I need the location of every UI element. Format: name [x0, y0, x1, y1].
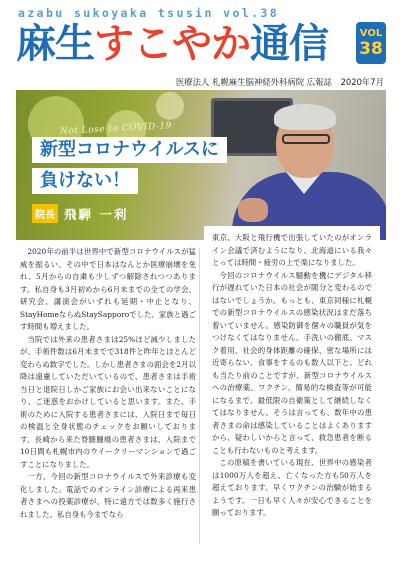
article-column-right: [204, 226, 380, 546]
title-part-1: 麻生: [16, 21, 94, 67]
headline-line-1: 新型コロナウイルスに: [32, 137, 227, 163]
author-byline: [32, 204, 128, 223]
article-paragraph: 一方、今回の新型コロナウイルスで外来診療も変化しました。電話でのオンライン診療による再来患者さまへの投薬診療が、特に遠方では数多く施行されました。私自身も今までなら: [20, 472, 196, 519]
page-bottom-margin: [0, 548, 400, 562]
article-paragraph: 今回のコロナウイルス騒動を機にデジタル移行が遅れていた日本の社会が随分と変わるのではないでしょうか。もっとも、東京同様に札幌での新型コロナウイルスの感染状況はまだ落ち着いていません。感染防御を個々の職員が気をつけなくてはなりません。手洗いの徹底、マスク着用、社会的身体距離の確保、密な場所には近寄らない、食事をするのも数人以下と、どれも当たり前のことですが、新型コロナウイルスへの治療薬、ワクチン、簡易的な検査等が可能になるまで、最低限の自衛策として継続しなくてはなりません。そうは言っても、数年中の患者さまの命は感染していることはよくありますから、疑わしいからと言って、救急患者を断ることも行わないものと考えます。: [212, 270, 372, 455]
tagline: azabu sukoyaka tsusin vol.38: [18, 6, 280, 20]
doctor-hand: [238, 198, 268, 222]
doctor-hair: [274, 104, 336, 130]
feature-headline: [32, 137, 227, 194]
issue-date: 2020年7月: [340, 77, 384, 87]
publisher-name: 医療法人 札幌麻生脳神経外科病院 広報誌: [175, 77, 332, 87]
author-name: 飛騨 一利: [64, 206, 129, 222]
author-role: 院長: [32, 204, 58, 223]
volume-badge: [356, 22, 386, 64]
column-divider: [199, 248, 200, 544]
volume-number: 38: [359, 38, 383, 59]
article-paragraph: 当院では外来の患者さまは25%ほど減少しましたが、手術件数は6月末までで318件と昨年とほとんど変わらぬ数字でした。しかし患者さまの面会を2月以降は遠慮していただいているので、患者さまは手術当日と退院日しかご家族にお会い出来ないことになり、ご迷惑をおかけしていると思います。また、手術のために入院する患者さまには、入院日まで毎日の検温と全身状態のチェックをお願いしております。長崎から来た脊髄腫瘍の患者さまは、入院まで10日間も札幌市内のウイークリーマンションで過ごすことになりました。: [20, 334, 196, 469]
article-column-left: [20, 240, 196, 546]
masthead-title: [16, 20, 386, 68]
article-paragraph: 2020年の前半は世界中で新型コロナウイルスが猛威を振るい、その中で日本はなんとか医療崩壊を免れ、5月からの自粛も少しずつ解除されつつあります。私自身も3月初めから6月末までの全ての学会、研究会、講演会がいずれも延期・中止となり、StayHomeならぬStaySapporoでした。家族と過ごす時間も増えました。: [20, 247, 196, 331]
headline-line-2: 負けない！: [32, 168, 138, 194]
title-part-3: 通信: [250, 21, 328, 67]
feature-subtitle-english: Not Lose to COVID-19: [59, 121, 173, 137]
glasses-icon: [282, 134, 330, 144]
article-paragraph: この原稿を書いている現在、世界中の感染者は1000万人を超え、亡くなった方も50万人を超えております。早くワクチンの治験が始まるようです。一日も早く人々が安心できることを願っております。: [212, 458, 372, 517]
title-part-2: すこやか: [94, 21, 250, 67]
article-paragraph: 東京、大阪と飛行機で出張していたのがオンライン会議で済むようになり、北海道にいる我々とっては時間・疲労の上で楽になりました。: [212, 233, 372, 267]
publication-info: [170, 76, 384, 88]
bokeh-light: [156, 92, 184, 120]
volume-prefix: VOL: [359, 27, 383, 39]
